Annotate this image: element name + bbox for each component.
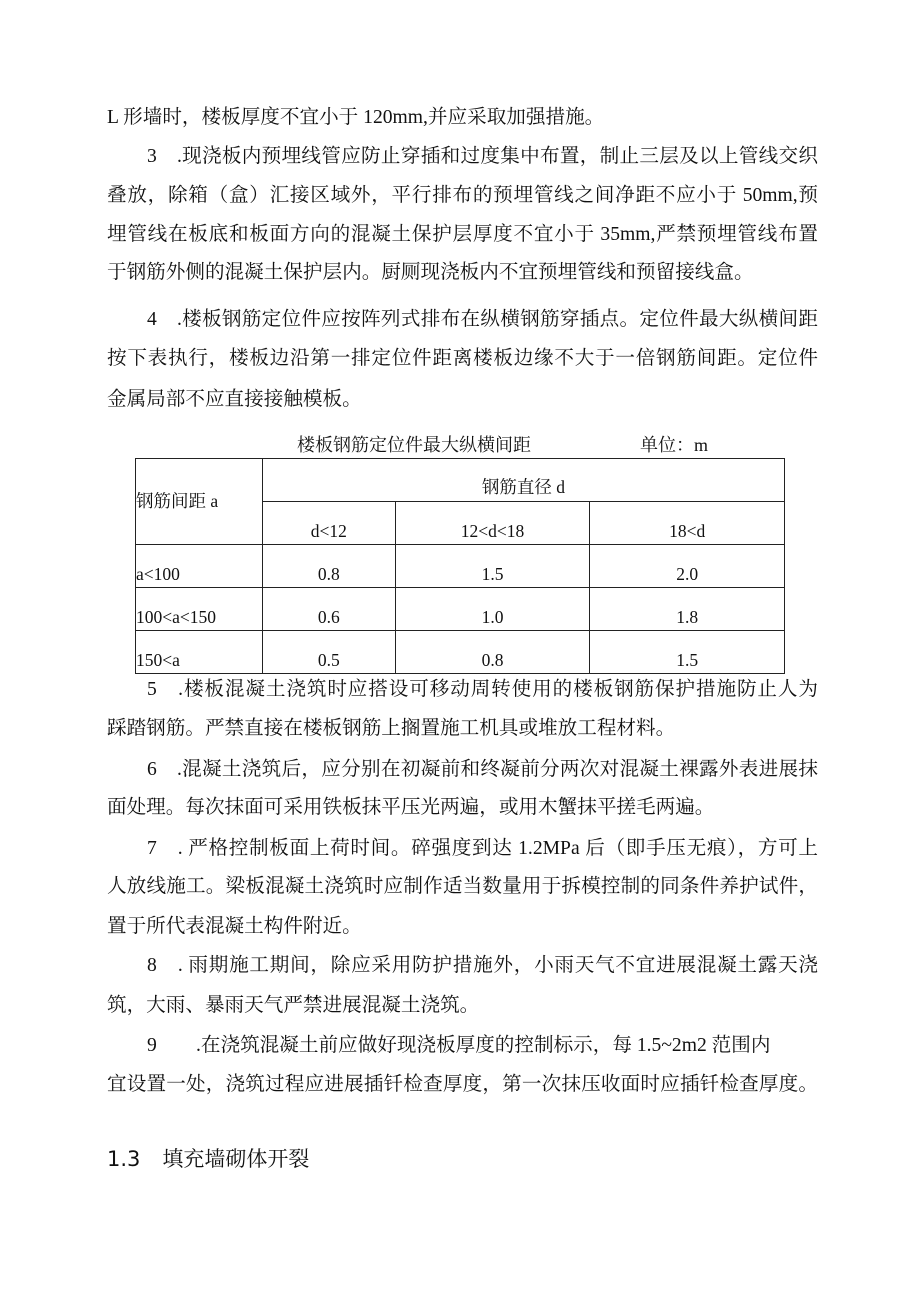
text-line: 埋管线在板底和板面方向的混凝土保护层厚度不宜小于 35mm,严禁预埋管线布置: [107, 224, 818, 245]
column-header: 12<d<18: [395, 502, 590, 545]
table-cell: 1.5: [590, 631, 785, 674]
group-header: 钢筋直径 d: [262, 459, 784, 502]
section-title: 填充墙砌体开裂: [162, 1147, 310, 1171]
table-cell: 0.5: [262, 631, 395, 674]
text-line: 8 . 雨期施工期间，除应采用防护措施外，小雨天气不宜进展混凝土露天浇: [147, 955, 818, 976]
spacing-table: [135, 458, 785, 674]
table-unit: 单位：m: [640, 435, 709, 455]
section-heading: [107, 1143, 331, 1173]
text-line: 7 . 严格控制板面上荷时间。碎强度到达 1.2MPa 后（即手压无痕），方可上: [147, 838, 818, 859]
table-row: [136, 545, 785, 588]
column-header: 18<d: [590, 502, 785, 545]
text-line: 人放线施工。梁板混凝土浇筑时应制作适当数量用于拆模控制的同条件养护试件，: [107, 876, 818, 897]
text-line: 宜设置一处，浇筑过程应进展插钎检查厚度，第一次抹压收面时应插钎检查厚度。: [107, 1074, 818, 1095]
text-line: 4 .楼板钢筋定位件应按阵列式排布在纵横钢筋穿插点。定位件最大纵横间距: [147, 309, 818, 330]
table-cell: 1.5: [395, 545, 590, 588]
text-line: 6 .混凝土浇筑后，应分别在初凝前和终凝前分两次对混凝土裸露外表进展抹: [147, 759, 818, 780]
text-line: 9 .在浇筑混凝土前应做好现浇板厚度的控制标示，每 1.5~2m2 范围内: [147, 1035, 771, 1056]
table-cell: 0.6: [262, 588, 395, 631]
table-cell: 0.8: [395, 631, 590, 674]
text-line: 5 .楼板混凝土浇筑时应搭设可移动周转使用的楼板钢筋保护措施防止人为: [147, 679, 818, 700]
table-cell: 2.0: [590, 545, 785, 588]
text-line: 置于所代表混凝土构件附近。: [107, 916, 362, 937]
row-label: 150<a: [136, 631, 263, 674]
table-title: 楼板钢筋定位件最大纵横间距: [297, 435, 531, 455]
text-line: 叠放，除箱（盒）汇接区域外，平行排布的预埋管线之间净距不应小于 50mm,预: [107, 185, 818, 206]
text-line: 筑，大雨、暴雨天气严禁进展混凝土浇筑。: [107, 995, 480, 1016]
table-cell: 0.8: [262, 545, 395, 588]
row-header: 钢筋间距 a: [136, 459, 263, 545]
text-line: 踩踏钢筋。严禁直接在楼板钢筋上搁置施工机具或堆放工程材料。: [107, 718, 676, 739]
table-cell: 1.0: [395, 588, 590, 631]
row-label: a<100: [136, 545, 263, 588]
text-line: 面处理。每次抹面可采用铁板抹平压光两遍，或用木蟹抹平搓毛两遍。: [107, 797, 715, 818]
table-cell: 1.8: [590, 588, 785, 631]
text-line: 3 .现浇板内预埋线管应防止穿插和过度集中布置，制止三层及以上管线交织: [147, 146, 818, 167]
table-row: [136, 631, 785, 674]
text-line: 按下表执行，楼板边沿第一排定位件距离楼板边缘不大于一倍钢筋间距。定位件: [107, 348, 818, 369]
text-line: L 形墙时，楼板厚度不宜小于 120mm,并应采取加强措施。: [107, 107, 605, 128]
section-number: 1.3: [107, 1147, 141, 1171]
column-header: d<12: [262, 502, 395, 545]
text-line: 金属局部不应直接接触模板。: [107, 389, 362, 410]
row-label: 100<a<150: [136, 588, 263, 631]
text-line: 于钢筋外侧的混凝土保护层内。厨厕现浇板内不宜预埋管线和预留接线盒。: [107, 262, 754, 283]
table-row: [136, 588, 785, 631]
